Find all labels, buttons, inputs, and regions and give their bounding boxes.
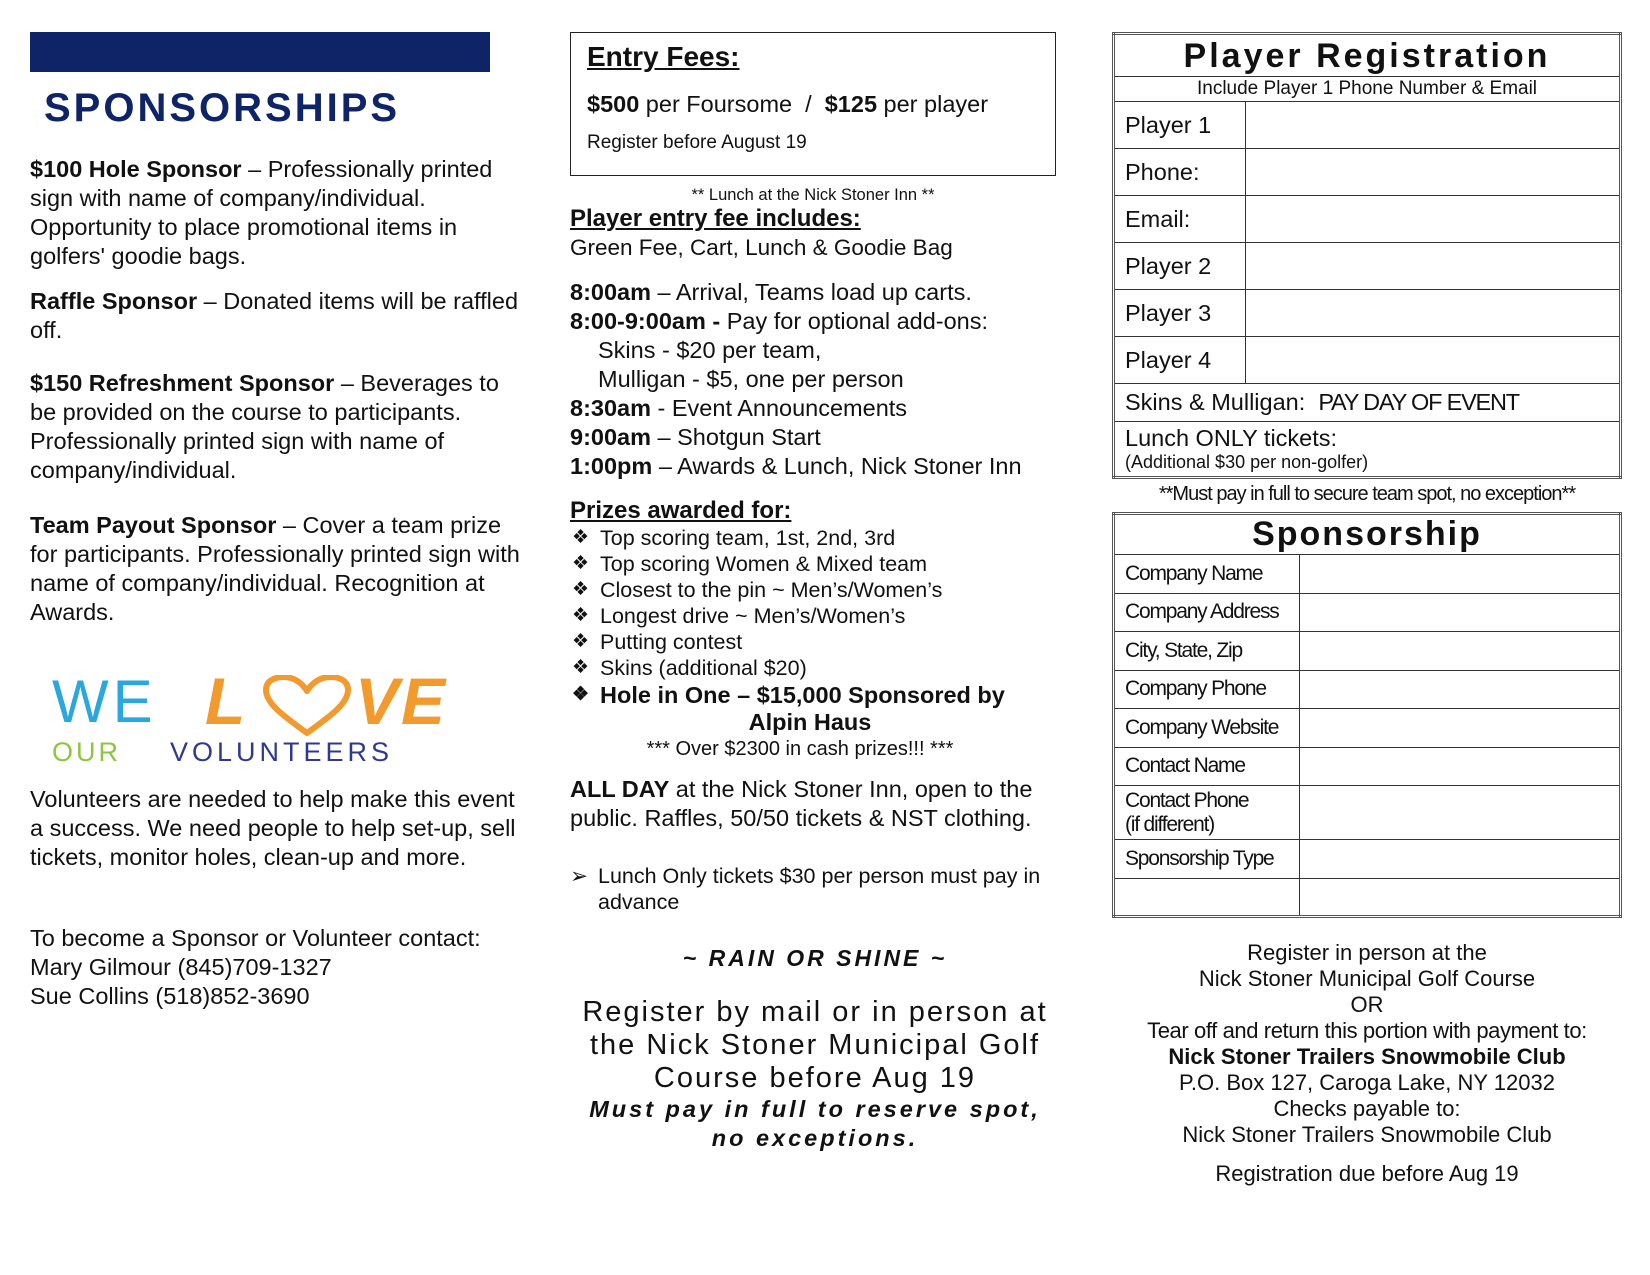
skins-mulligan-row xyxy=(1114,384,1621,422)
schedule-row xyxy=(570,336,1090,365)
footer-line: Nick Stoner Municipal Golf Course xyxy=(1198,966,1536,991)
raffle-sponsor-paragraph xyxy=(30,287,530,345)
sponsor-text: – Beverages to be provided on the course to participants. Professionally printed sign with name of company/individual. xyxy=(30,370,499,483)
player-text: per player xyxy=(877,91,989,117)
schedule-row xyxy=(570,365,1090,394)
sponsorship-type-label: Sponsorship Type xyxy=(1114,840,1300,879)
foursome-text: per Foursome / xyxy=(639,91,825,117)
phone-field[interactable] xyxy=(1246,149,1621,196)
company-name-label: Company Name xyxy=(1114,555,1300,594)
player-registration-form xyxy=(1112,32,1622,479)
lunch-tickets-note: (Additional $30 per non-golfer) xyxy=(1125,452,1369,472)
company-website-label: Company Website xyxy=(1114,709,1300,748)
logo-our: OUR xyxy=(52,737,121,767)
footer-line: Tear off and return this portion with payment to: xyxy=(1147,1018,1587,1043)
player-price: $125 xyxy=(824,91,878,117)
club-address: P.O. Box 127, Caroga Lake, NY 12032 xyxy=(1179,1070,1555,1095)
contact-name-label: Contact Name xyxy=(1114,747,1300,786)
contact-mary: Mary Gilmour (845)709-1327 xyxy=(30,954,332,980)
header-bar xyxy=(30,32,490,72)
company-name-field[interactable] xyxy=(1300,555,1621,594)
diamond-bullet-icon: ❖ xyxy=(572,605,590,626)
sponsor-label: Team Payout Sponsor xyxy=(30,512,277,538)
register-by-mail: Register by mail or in person at the Nick Stoner Municipal Golf Course before Aug 19 xyxy=(582,996,1048,1094)
blank-field-cell[interactable] xyxy=(1300,878,1621,917)
sponsorships-title: SPONSORSHIPS xyxy=(44,86,401,130)
contact-phone-field[interactable] xyxy=(1300,786,1621,840)
schedule-row xyxy=(570,307,1090,336)
player-3-label: Player 3 xyxy=(1114,290,1246,337)
we-love-our-volunteers-logo xyxy=(30,664,530,777)
must-pay-note: Must pay in full to reserve spot, no exceptions. xyxy=(589,1096,1041,1151)
includes-heading: Player entry fee includes: xyxy=(570,205,861,232)
list-item xyxy=(570,577,1090,603)
company-website-field[interactable] xyxy=(1300,709,1621,748)
list-item xyxy=(570,603,1090,629)
player-2-field[interactable] xyxy=(1246,243,1621,290)
player-1-field[interactable] xyxy=(1246,102,1621,149)
sponsor-text: – Professionally printed sign with name of company/individual. Opportunity to place promotional items in golfers' goodie bags. xyxy=(30,156,493,269)
registration-due: Registration due before Aug 19 xyxy=(1215,1161,1519,1186)
cash-prizes-note: *** Over $2300 in cash prizes!!! *** xyxy=(646,738,954,760)
email-label: Email: xyxy=(1114,196,1246,243)
contact-phone-line2: (if different) xyxy=(1125,812,1215,836)
team-payout-sponsor-paragraph xyxy=(30,511,530,627)
player-registration-subtitle: Include Player 1 Phone Number & Email xyxy=(1114,77,1621,102)
city-state-zip-label: City, State, Zip xyxy=(1114,632,1300,671)
prizes-heading: Prizes awarded for: xyxy=(570,497,792,524)
lunch-tickets-label: Lunch ONLY tickets: xyxy=(1125,425,1338,451)
phone-label: Phone: xyxy=(1114,149,1246,196)
schedule-text: Mulligan - $5, one per person xyxy=(598,366,904,392)
company-address-label: Company Address xyxy=(1114,593,1300,632)
volunteers-paragraph: Volunteers are needed to help make this event a success. We need people to help set-up, sell tickets, monitor holes, clean-up and more. xyxy=(30,786,516,870)
player-2-label: Player 2 xyxy=(1114,243,1246,290)
contact-name-field[interactable] xyxy=(1300,747,1621,786)
logo-l: L xyxy=(205,664,246,738)
prize-text: Putting contest xyxy=(600,630,743,654)
diamond-bullet-icon: ❖ xyxy=(572,553,590,574)
prize-text: Top scoring team, 1st, 2nd, 3rd xyxy=(600,526,896,550)
diamond-bullet-icon: ❖ xyxy=(572,579,590,600)
foursome-price: $500 xyxy=(587,91,640,117)
city-state-zip-field[interactable] xyxy=(1300,632,1621,671)
email-field[interactable] xyxy=(1246,196,1621,243)
blank-label-cell[interactable] xyxy=(1114,878,1300,917)
diamond-bullet-icon: ❖ xyxy=(572,527,590,548)
skins-value: PAY DAY OF EVENT xyxy=(1318,389,1519,415)
list-item xyxy=(570,655,1090,681)
player-3-field[interactable] xyxy=(1246,290,1621,337)
sponsorship-form-title: Sponsorship xyxy=(1114,514,1621,555)
schedule-time: 8:00-9:00am - xyxy=(570,308,721,334)
company-phone-label: Company Phone xyxy=(1114,670,1300,709)
logo-we: WE xyxy=(52,668,157,735)
schedule-text: Pay for optional add-ons: xyxy=(720,308,989,334)
schedule-row xyxy=(570,394,1090,423)
sponsorship-type-field[interactable] xyxy=(1300,840,1621,879)
diamond-bullet-icon: ❖ xyxy=(572,631,590,652)
schedule-text: – Shotgun Start xyxy=(651,424,821,450)
footer-line: OR xyxy=(1350,992,1384,1017)
footer-line: Register in person at the xyxy=(1247,940,1487,965)
player-1-label: Player 1 xyxy=(1114,102,1246,149)
schedule-text: – Arrival, Teams load up carts. xyxy=(651,279,972,305)
diamond-bullet-icon: ❖ xyxy=(572,684,590,705)
sponsorship-form xyxy=(1112,512,1622,918)
club-name: Nick Stoner Trailers Snowmobile Club xyxy=(1182,1122,1552,1147)
list-item xyxy=(570,681,1090,709)
refreshment-sponsor-paragraph xyxy=(30,369,530,485)
list-item xyxy=(570,551,1090,577)
entry-fees-prices xyxy=(587,91,1039,118)
sponsor-label: Raffle Sponsor xyxy=(30,288,198,314)
heart-icon xyxy=(262,675,352,737)
lunch-only-item xyxy=(570,863,1090,915)
contact-sue: Sue Collins (518)852-3690 xyxy=(30,983,310,1009)
rain-or-shine: ~ RAIN OR SHINE ~ xyxy=(682,945,948,971)
schedule-time: 9:00am xyxy=(570,424,651,450)
schedule-row xyxy=(570,423,1090,452)
schedule-text: – Awards & Lunch, Nick Stoner Inn xyxy=(652,453,1022,479)
schedule-row xyxy=(570,278,1090,307)
skins-label: Skins & Mulligan: xyxy=(1125,389,1319,415)
arrow-bullet-icon: ➢ xyxy=(570,864,589,888)
logo-ve: VE xyxy=(355,664,448,738)
lunch-note: ** Lunch at the Nick Stoner Inn ** xyxy=(691,186,935,204)
all-day-paragraph xyxy=(570,775,1090,833)
checks-payable: Checks payable to: xyxy=(1273,1096,1461,1121)
list-item xyxy=(570,525,1090,551)
sponsorships-column xyxy=(30,32,530,1011)
player-4-field[interactable] xyxy=(1246,337,1621,384)
contact-phone-line1: Contact Phone xyxy=(1125,788,1249,812)
lunch-only-tickets-row[interactable] xyxy=(1114,422,1621,478)
player-4-label: Player 4 xyxy=(1114,337,1246,384)
sponsor-label: $100 Hole Sponsor xyxy=(30,156,242,182)
includes-text: Green Fee, Cart, Lunch & Goodie Bag xyxy=(570,235,953,260)
must-pay-full-note: **Must pay in full to secure team spot, no exception** xyxy=(1158,483,1576,505)
entry-fees-heading: Entry Fees: xyxy=(587,41,740,72)
company-phone-field[interactable] xyxy=(1300,670,1621,709)
club-name-bold: Nick Stoner Trailers Snowmobile Club xyxy=(1168,1044,1566,1069)
logo-volunteers: VOLUNTEERS xyxy=(170,737,394,767)
all-day-label: ALL DAY xyxy=(570,776,670,802)
player-registration-title: Player Registration xyxy=(1114,34,1621,77)
schedule-text: Skins - $20 per team, xyxy=(598,337,822,363)
hole-in-one-sponsor: Alpin Haus xyxy=(748,709,872,735)
schedule xyxy=(570,278,1090,481)
schedule-time: 8:30am xyxy=(570,395,651,421)
registration-instructions xyxy=(1112,940,1622,1187)
contact-phone-label xyxy=(1114,786,1300,840)
entry-fees-box xyxy=(570,32,1056,176)
schedule-text: - Event Announcements xyxy=(651,395,908,421)
event-details-column xyxy=(570,32,1090,1153)
hole-in-one-text: Hole in One – $15,000 Sponsored by xyxy=(600,682,1005,708)
schedule-time: 8:00am xyxy=(570,279,651,305)
prizes-list xyxy=(570,525,1090,709)
prize-text: Closest to the pin ~ Men’s/Women’s xyxy=(600,578,943,602)
sponsor-text: – Cover a team prize for participants. Professionally printed sign with name of company/individual. Recognition at Awards. xyxy=(30,512,520,625)
sponsor-label: $150 Refreshment Sponsor xyxy=(30,370,335,396)
lunch-only-text: Lunch Only tickets $30 per person must pay in advance xyxy=(598,864,1041,914)
list-item xyxy=(570,629,1090,655)
schedule-time: 1:00pm xyxy=(570,453,653,479)
all-day-text: at the Nick Stoner Inn, open to the public. Raffles, 50/50 tickets & NST clothing. xyxy=(570,776,1033,831)
diamond-bullet-icon: ❖ xyxy=(572,657,590,678)
contact-heading: To become a Sponsor or Volunteer contact: xyxy=(30,925,481,951)
prize-text: Skins (additional $20) xyxy=(600,656,807,680)
forms-column xyxy=(1112,32,1622,1187)
sponsor-text: – Donated items will be raffled off. xyxy=(30,288,519,343)
prize-text: Top scoring Women & Mixed team xyxy=(600,552,928,576)
register-before: Register before August 19 xyxy=(587,132,807,153)
prize-text: Longest drive ~ Men’s/Women’s xyxy=(600,604,906,628)
company-address-field[interactable] xyxy=(1300,593,1621,632)
schedule-row xyxy=(570,452,1090,481)
hole-sponsor-paragraph xyxy=(30,155,530,271)
